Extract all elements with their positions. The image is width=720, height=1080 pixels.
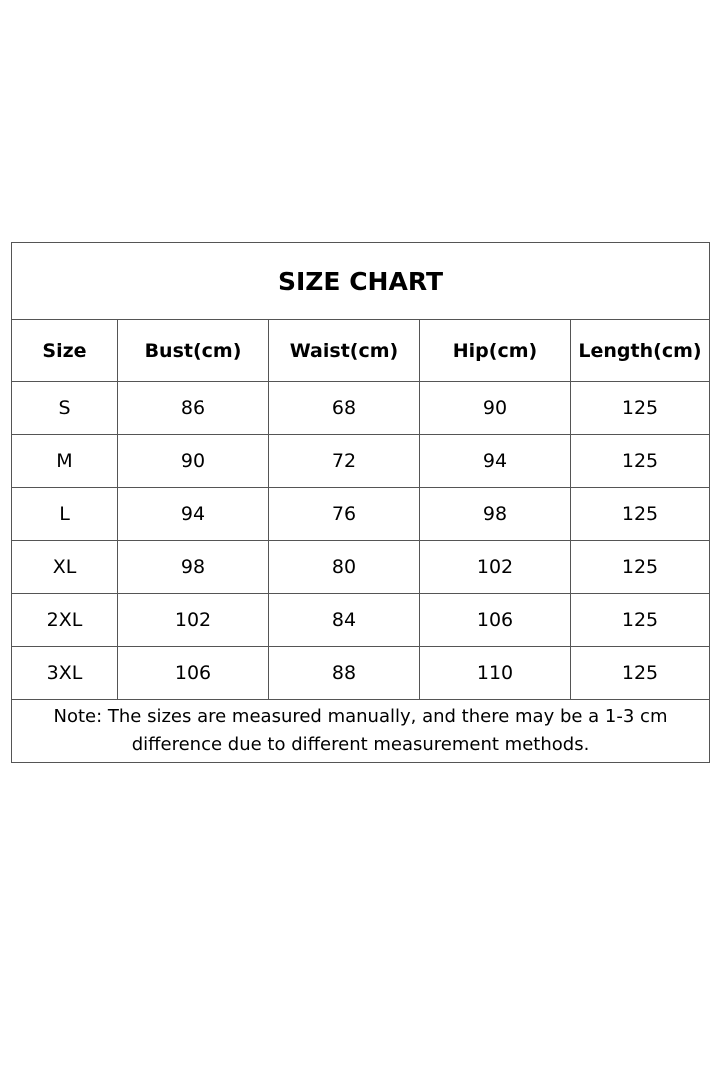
- size-cell: XL: [12, 541, 118, 594]
- table-row: [12, 594, 710, 647]
- table-row: [12, 541, 710, 594]
- header-row: [12, 320, 710, 382]
- column-header-waist: Waist(cm): [269, 320, 420, 382]
- column-header-length: Length(cm): [571, 320, 710, 382]
- bust-cell: 94: [118, 488, 269, 541]
- waist-cell: 80: [269, 541, 420, 594]
- chart-title: SIZE CHART: [12, 243, 710, 320]
- hip-cell: 90: [420, 382, 571, 435]
- table-row: [12, 435, 710, 488]
- table-row: [12, 488, 710, 541]
- length-cell: 125: [571, 382, 710, 435]
- waist-cell: 72: [269, 435, 420, 488]
- length-cell: 125: [571, 594, 710, 647]
- bust-cell: 102: [118, 594, 269, 647]
- length-cell: 125: [571, 541, 710, 594]
- size-cell: L: [12, 488, 118, 541]
- waist-cell: 68: [269, 382, 420, 435]
- length-cell: 125: [571, 647, 710, 700]
- hip-cell: 110: [420, 647, 571, 700]
- hip-cell: 106: [420, 594, 571, 647]
- bust-cell: 90: [118, 435, 269, 488]
- bust-cell: 106: [118, 647, 269, 700]
- table-row: [12, 647, 710, 700]
- size-cell: M: [12, 435, 118, 488]
- waist-cell: 84: [269, 594, 420, 647]
- length-cell: 125: [571, 435, 710, 488]
- measurement-note: Note: The sizes are measured manually, and there may be a 1-3 cm difference due to different measurement methods.: [12, 700, 710, 763]
- column-header-hip: Hip(cm): [420, 320, 571, 382]
- size-chart-table: [11, 242, 710, 763]
- title-row: [12, 243, 710, 320]
- waist-cell: 88: [269, 647, 420, 700]
- size-cell: 2XL: [12, 594, 118, 647]
- bust-cell: 86: [118, 382, 269, 435]
- note-row: [12, 700, 710, 763]
- column-header-size: Size: [12, 320, 118, 382]
- hip-cell: 102: [420, 541, 571, 594]
- bust-cell: 98: [118, 541, 269, 594]
- hip-cell: 94: [420, 435, 571, 488]
- size-cell: S: [12, 382, 118, 435]
- waist-cell: 76: [269, 488, 420, 541]
- size-cell: 3XL: [12, 647, 118, 700]
- column-header-bust: Bust(cm): [118, 320, 269, 382]
- length-cell: 125: [571, 488, 710, 541]
- table-row: [12, 382, 710, 435]
- hip-cell: 98: [420, 488, 571, 541]
